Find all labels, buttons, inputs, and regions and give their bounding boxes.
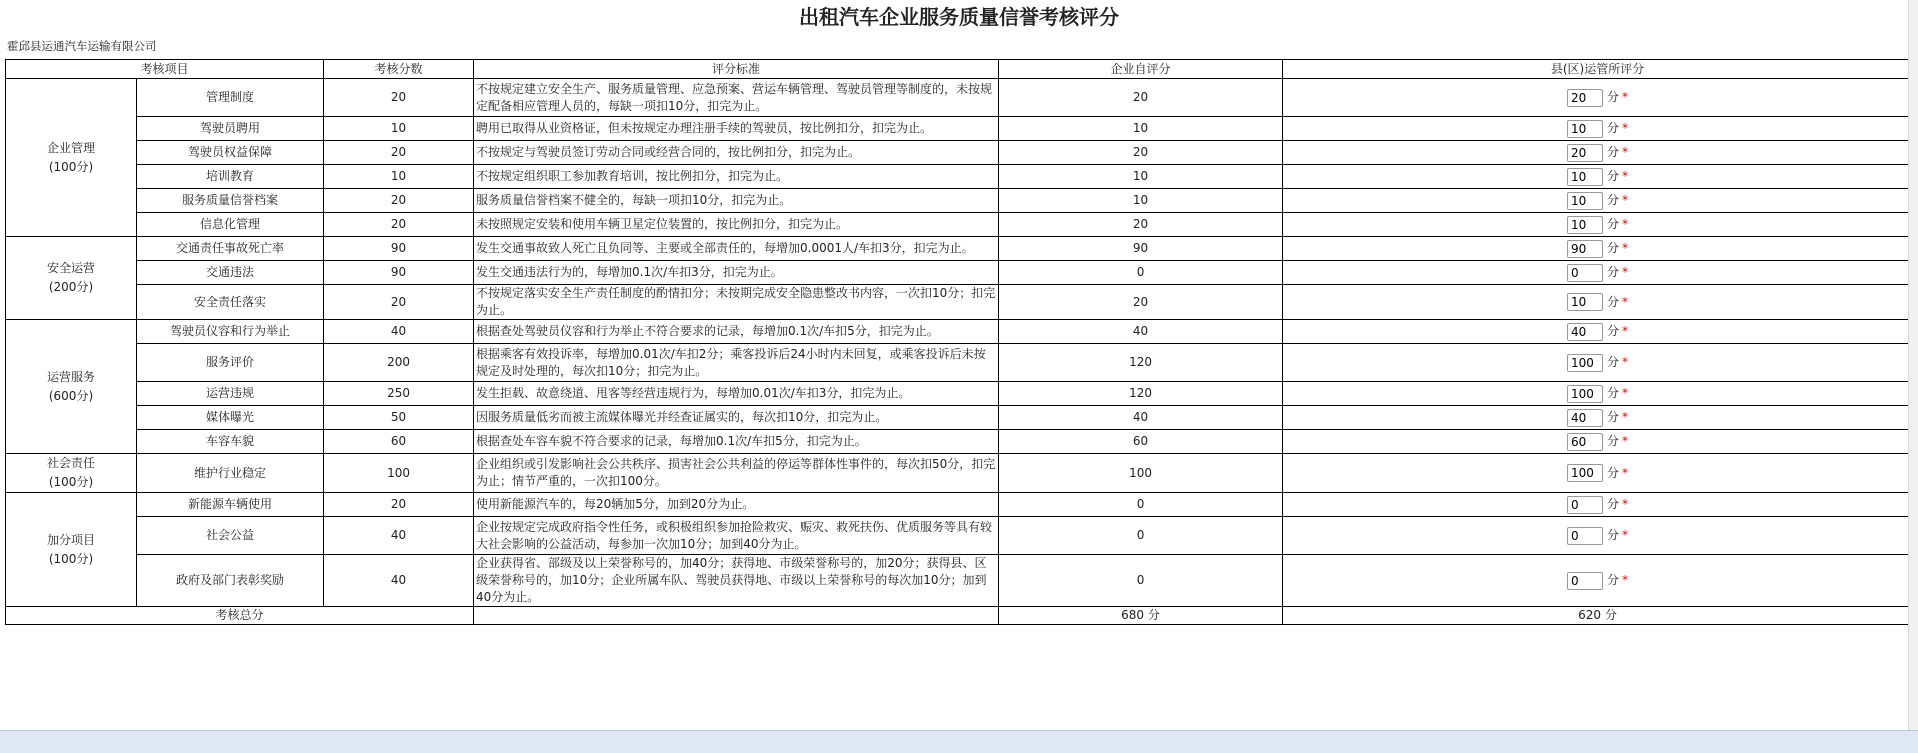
self-score: 10 <box>999 165 1283 189</box>
score-unit: 分 <box>1607 121 1620 135</box>
table-row <box>6 382 1913 406</box>
table-row <box>6 237 1913 261</box>
scoring-criteria: 发生拒载、故意绕道、甩客等经营违规行为，每增加0.01次/车扣3分，扣完为止。 <box>474 382 999 406</box>
required-mark: * <box>1622 573 1629 587</box>
item-points: 60 <box>324 430 474 454</box>
table-row <box>6 117 1913 141</box>
score-unit: 分 <box>1607 217 1620 231</box>
table-row <box>6 430 1913 454</box>
self-score: 0 <box>999 555 1283 607</box>
score-unit: 分 <box>1607 193 1620 207</box>
scoring-criteria: 不按规定落实安全生产责任制度的酌情扣分；未按期完成安全隐患整改书内容，一次扣10分；扣完为止。 <box>474 285 999 320</box>
header-item: 考核项目 <box>6 60 324 79</box>
item-name: 维护行业稳定 <box>137 454 324 493</box>
item-points: 50 <box>324 406 474 430</box>
table-row <box>6 344 1913 382</box>
score-unit: 分 <box>1607 386 1620 400</box>
category-name: 安全运营 <box>46 261 95 275</box>
self-score: 40 <box>999 406 1283 430</box>
required-mark: * <box>1622 241 1629 255</box>
item-points: 40 <box>324 555 474 607</box>
required-mark: * <box>1622 386 1629 400</box>
required-mark: * <box>1622 193 1629 207</box>
header-points: 考核分数 <box>324 60 474 79</box>
self-score: 10 <box>999 189 1283 213</box>
county-score-input[interactable] <box>1567 409 1603 427</box>
score-unit: 分 <box>1607 294 1620 309</box>
score-unit: 分 <box>1607 90 1620 104</box>
bottom-bar <box>0 730 1918 753</box>
scoring-criteria: 服务质量信誉档案不健全的，每缺一项扣10分，扣完为止。 <box>474 189 999 213</box>
scoring-criteria: 根据查处驾驶员仪容和行为举止不符合要求的记录，每增加0.1次/车扣5分，扣完为止。 <box>474 320 999 344</box>
table-row <box>6 517 1913 555</box>
required-mark: * <box>1622 528 1629 542</box>
county-score-cell <box>1283 493 1913 517</box>
county-score-cell <box>1283 285 1913 320</box>
item-points: 100 <box>324 454 474 493</box>
item-name: 管理制度 <box>137 79 324 117</box>
table-row <box>6 406 1913 430</box>
header-county-score: 县(区)运管所评分 <box>1283 60 1913 79</box>
self-score: 120 <box>999 382 1283 406</box>
county-score-input[interactable] <box>1567 89 1603 107</box>
item-name: 车容车貌 <box>137 430 324 454</box>
self-score: 100 <box>999 454 1283 493</box>
table-row <box>6 261 1913 285</box>
county-score-cell <box>1283 189 1913 213</box>
item-name: 安全责任落实 <box>137 285 324 320</box>
self-score: 90 <box>999 237 1283 261</box>
header-self-score: 企业自评分 <box>999 60 1283 79</box>
county-score-input[interactable] <box>1567 240 1603 258</box>
county-score-cell <box>1283 213 1913 237</box>
total-self-score: 680 分 <box>999 607 1283 625</box>
self-score: 20 <box>999 285 1283 320</box>
item-name: 交通责任事故死亡率 <box>137 237 324 261</box>
county-score-cell <box>1283 517 1913 555</box>
item-name: 社会公益 <box>137 517 324 555</box>
self-score: 20 <box>999 213 1283 237</box>
page-title: 出租汽车企业服务质量信誉考核评分 <box>799 5 1119 29</box>
self-score: 0 <box>999 493 1283 517</box>
score-unit: 分 <box>1607 355 1620 369</box>
county-score-cell <box>1283 555 1913 607</box>
score-unit: 分 <box>1607 573 1620 587</box>
item-points: 20 <box>324 189 474 213</box>
required-mark: * <box>1622 294 1629 309</box>
required-mark: * <box>1622 145 1629 159</box>
score-unit: 分 <box>1607 265 1620 279</box>
county-score-input[interactable] <box>1567 144 1603 162</box>
county-score-input[interactable] <box>1567 323 1603 341</box>
county-score-cell <box>1283 117 1913 141</box>
required-mark: * <box>1622 265 1629 279</box>
item-name: 信息化管理 <box>137 213 324 237</box>
item-points: 90 <box>324 261 474 285</box>
county-score-cell <box>1283 237 1913 261</box>
county-score-input[interactable] <box>1567 527 1603 545</box>
county-score-input[interactable] <box>1567 464 1603 482</box>
vertical-scrollbar[interactable] <box>1908 0 1918 730</box>
category-cell <box>6 493 137 607</box>
category-points: (100分) <box>48 475 94 489</box>
category-name: 运营服务 <box>46 369 95 384</box>
category-cell <box>6 237 137 320</box>
category-points: (100分) <box>48 551 94 566</box>
item-name: 运营违规 <box>137 382 324 406</box>
score-unit: 分 <box>1607 169 1620 183</box>
item-name: 媒体曝光 <box>137 406 324 430</box>
total-county-score: 620 分 <box>1283 607 1913 625</box>
header-criteria: 评分标准 <box>474 60 999 79</box>
table-row <box>6 79 1913 117</box>
category-points: (600分) <box>48 388 94 403</box>
scoring-criteria: 根据乘客有效投诉率，每增加0.01次/车扣2分；乘客投诉后24小时内未回复，或乘客投诉后未按规定及时处理的，每次扣10分；扣完为止。 <box>474 344 999 382</box>
scoring-criteria: 发生交通事故致人死亡且负同等、主要或全部责任的，每增加0.0001人/车扣3分，扣完为止。 <box>474 237 999 261</box>
county-score-input[interactable] <box>1567 293 1603 311</box>
required-mark: * <box>1622 497 1629 511</box>
scoring-criteria: 发生交通违法行为的，每增加0.1次/车扣3分，扣完为止。 <box>474 261 999 285</box>
required-mark: * <box>1622 121 1629 135</box>
item-points: 200 <box>324 344 474 382</box>
item-points: 10 <box>324 165 474 189</box>
county-score-input[interactable] <box>1567 385 1603 403</box>
score-unit: 分 <box>1607 434 1620 448</box>
self-score: 20 <box>999 141 1283 165</box>
item-points: 20 <box>324 79 474 117</box>
item-points: 90 <box>324 237 474 261</box>
item-name: 政府及部门表彰奖励 <box>137 555 324 607</box>
county-score-input[interactable] <box>1567 433 1603 451</box>
item-points: 20 <box>324 213 474 237</box>
item-name: 服务质量信誉档案 <box>137 189 324 213</box>
county-score-cell <box>1283 430 1913 454</box>
item-points: 40 <box>324 320 474 344</box>
county-score-input[interactable] <box>1567 216 1603 234</box>
county-score-cell <box>1283 141 1913 165</box>
item-name: 驾驶员聘用 <box>137 117 324 141</box>
county-score-input[interactable] <box>1567 572 1603 590</box>
scoring-criteria: 企业组织或引发影响社会公共秩序、损害社会公共利益的停运等群体性事件的，每次扣50分，扣完为止；情节严重的，一次扣100分。 <box>474 454 999 493</box>
required-mark: * <box>1622 410 1629 424</box>
assessment-table <box>5 59 1913 625</box>
scoring-criteria: 根据查处车容车貌不符合要求的记录，每增加0.1次/车扣5分，扣完为止。 <box>474 430 999 454</box>
self-score: 120 <box>999 344 1283 382</box>
category-name: 社会责任 <box>46 456 95 470</box>
county-score-input[interactable] <box>1567 496 1603 514</box>
category-cell <box>6 454 137 493</box>
county-score-cell <box>1283 382 1913 406</box>
required-mark: * <box>1622 324 1629 338</box>
self-score: 60 <box>999 430 1283 454</box>
required-mark: * <box>1622 90 1629 104</box>
county-score-input[interactable] <box>1567 264 1603 282</box>
self-score: 0 <box>999 261 1283 285</box>
category-name: 加分项目 <box>46 532 95 547</box>
self-score: 10 <box>999 117 1283 141</box>
category-cell <box>6 79 137 237</box>
score-unit: 分 <box>1607 497 1620 511</box>
required-mark: * <box>1622 217 1629 231</box>
score-unit: 分 <box>1607 410 1620 424</box>
scoring-criteria: 不按规定组织职工参加教育培训，按比例扣分，扣完为止。 <box>474 165 999 189</box>
score-unit: 分 <box>1607 145 1620 159</box>
scoring-criteria: 企业获得省、部级及以上荣誉称号的，加40分；获得地、市级荣誉称号的，加20分；获得县、区级荣誉称号的，加10分；企业所属车队、驾驶员获得地、市级以上荣誉称号的每次加10分；加到40分为止。 <box>474 555 999 607</box>
category-name: 企业管理 <box>46 140 95 155</box>
required-mark: * <box>1622 169 1629 183</box>
total-label: 考核总分 <box>6 607 474 625</box>
scoring-criteria: 使用新能源汽车的，每20辆加5分，加到20分为止。 <box>474 493 999 517</box>
county-score-input[interactable] <box>1567 192 1603 210</box>
table-row <box>6 213 1913 237</box>
county-score-cell <box>1283 165 1913 189</box>
company-name: 霍邱县运通汽车运输有限公司 <box>7 39 157 53</box>
total-row <box>6 607 1913 625</box>
county-score-cell <box>1283 454 1913 493</box>
score-unit: 分 <box>1607 241 1620 255</box>
required-mark: * <box>1622 465 1629 480</box>
county-score-input[interactable] <box>1567 168 1603 186</box>
item-points: 20 <box>324 285 474 320</box>
self-score: 0 <box>999 517 1283 555</box>
item-points: 20 <box>324 141 474 165</box>
item-points: 250 <box>324 382 474 406</box>
table-row <box>6 320 1913 344</box>
county-score-input[interactable] <box>1567 354 1603 372</box>
required-mark: * <box>1622 355 1629 369</box>
category-points: (200分) <box>48 280 94 294</box>
table-row <box>6 493 1913 517</box>
self-score: 40 <box>999 320 1283 344</box>
item-name: 培训教育 <box>137 165 324 189</box>
county-score-cell <box>1283 261 1913 285</box>
scoring-criteria: 企业按规定完成政府指令性任务，或积极组织参加抢险救灾、赈灾、救死扶伤、优质服务等具有较大社会影响的公益活动，每参加一次加10分；加到40分为止。 <box>474 517 999 555</box>
county-score-cell <box>1283 344 1913 382</box>
item-points: 20 <box>324 493 474 517</box>
item-name: 交通违法 <box>137 261 324 285</box>
scoring-criteria: 不按规定与驾驶员签订劳动合同或经营合同的，按比例扣分，扣完为止。 <box>474 141 999 165</box>
scoring-criteria: 因服务质量低劣而被主流媒体曝光并经查证属实的，每次扣10分，扣完为止。 <box>474 406 999 430</box>
score-unit: 分 <box>1607 465 1620 480</box>
table-header-row <box>6 60 1913 79</box>
scoring-criteria: 聘用已取得从业资格证，但未按规定办理注册手续的驾驶员，按比例扣分，扣完为止。 <box>474 117 999 141</box>
scoring-criteria: 不按规定建立安全生产、服务质量管理、应急预案、营运车辆管理、驾驶员管理等制度的，未按规定配备相应管理人员的，每缺一项扣10分，扣完为止。 <box>474 79 999 117</box>
self-score: 20 <box>999 79 1283 117</box>
table-row <box>6 285 1913 320</box>
county-score-cell <box>1283 320 1913 344</box>
county-score-cell <box>1283 406 1913 430</box>
table-row <box>6 454 1913 493</box>
score-unit: 分 <box>1607 528 1620 542</box>
table-row <box>6 189 1913 213</box>
item-points: 40 <box>324 517 474 555</box>
county-score-cell <box>1283 79 1913 117</box>
score-unit: 分 <box>1607 324 1620 338</box>
total-spacer <box>474 607 999 625</box>
table-row <box>6 141 1913 165</box>
item-name: 驾驶员仪容和行为举止 <box>137 320 324 344</box>
table-row <box>6 165 1913 189</box>
table-row <box>6 555 1913 607</box>
item-name: 服务评价 <box>137 344 324 382</box>
category-points: (100分) <box>48 159 94 174</box>
item-points: 10 <box>324 117 474 141</box>
county-score-input[interactable] <box>1567 120 1603 138</box>
item-name: 新能源车辆使用 <box>137 493 324 517</box>
item-name: 驾驶员权益保障 <box>137 141 324 165</box>
scoring-criteria: 未按照规定安装和使用车辆卫星定位装置的，按比例扣分，扣完为止。 <box>474 213 999 237</box>
category-cell <box>6 320 137 454</box>
required-mark: * <box>1622 434 1629 448</box>
